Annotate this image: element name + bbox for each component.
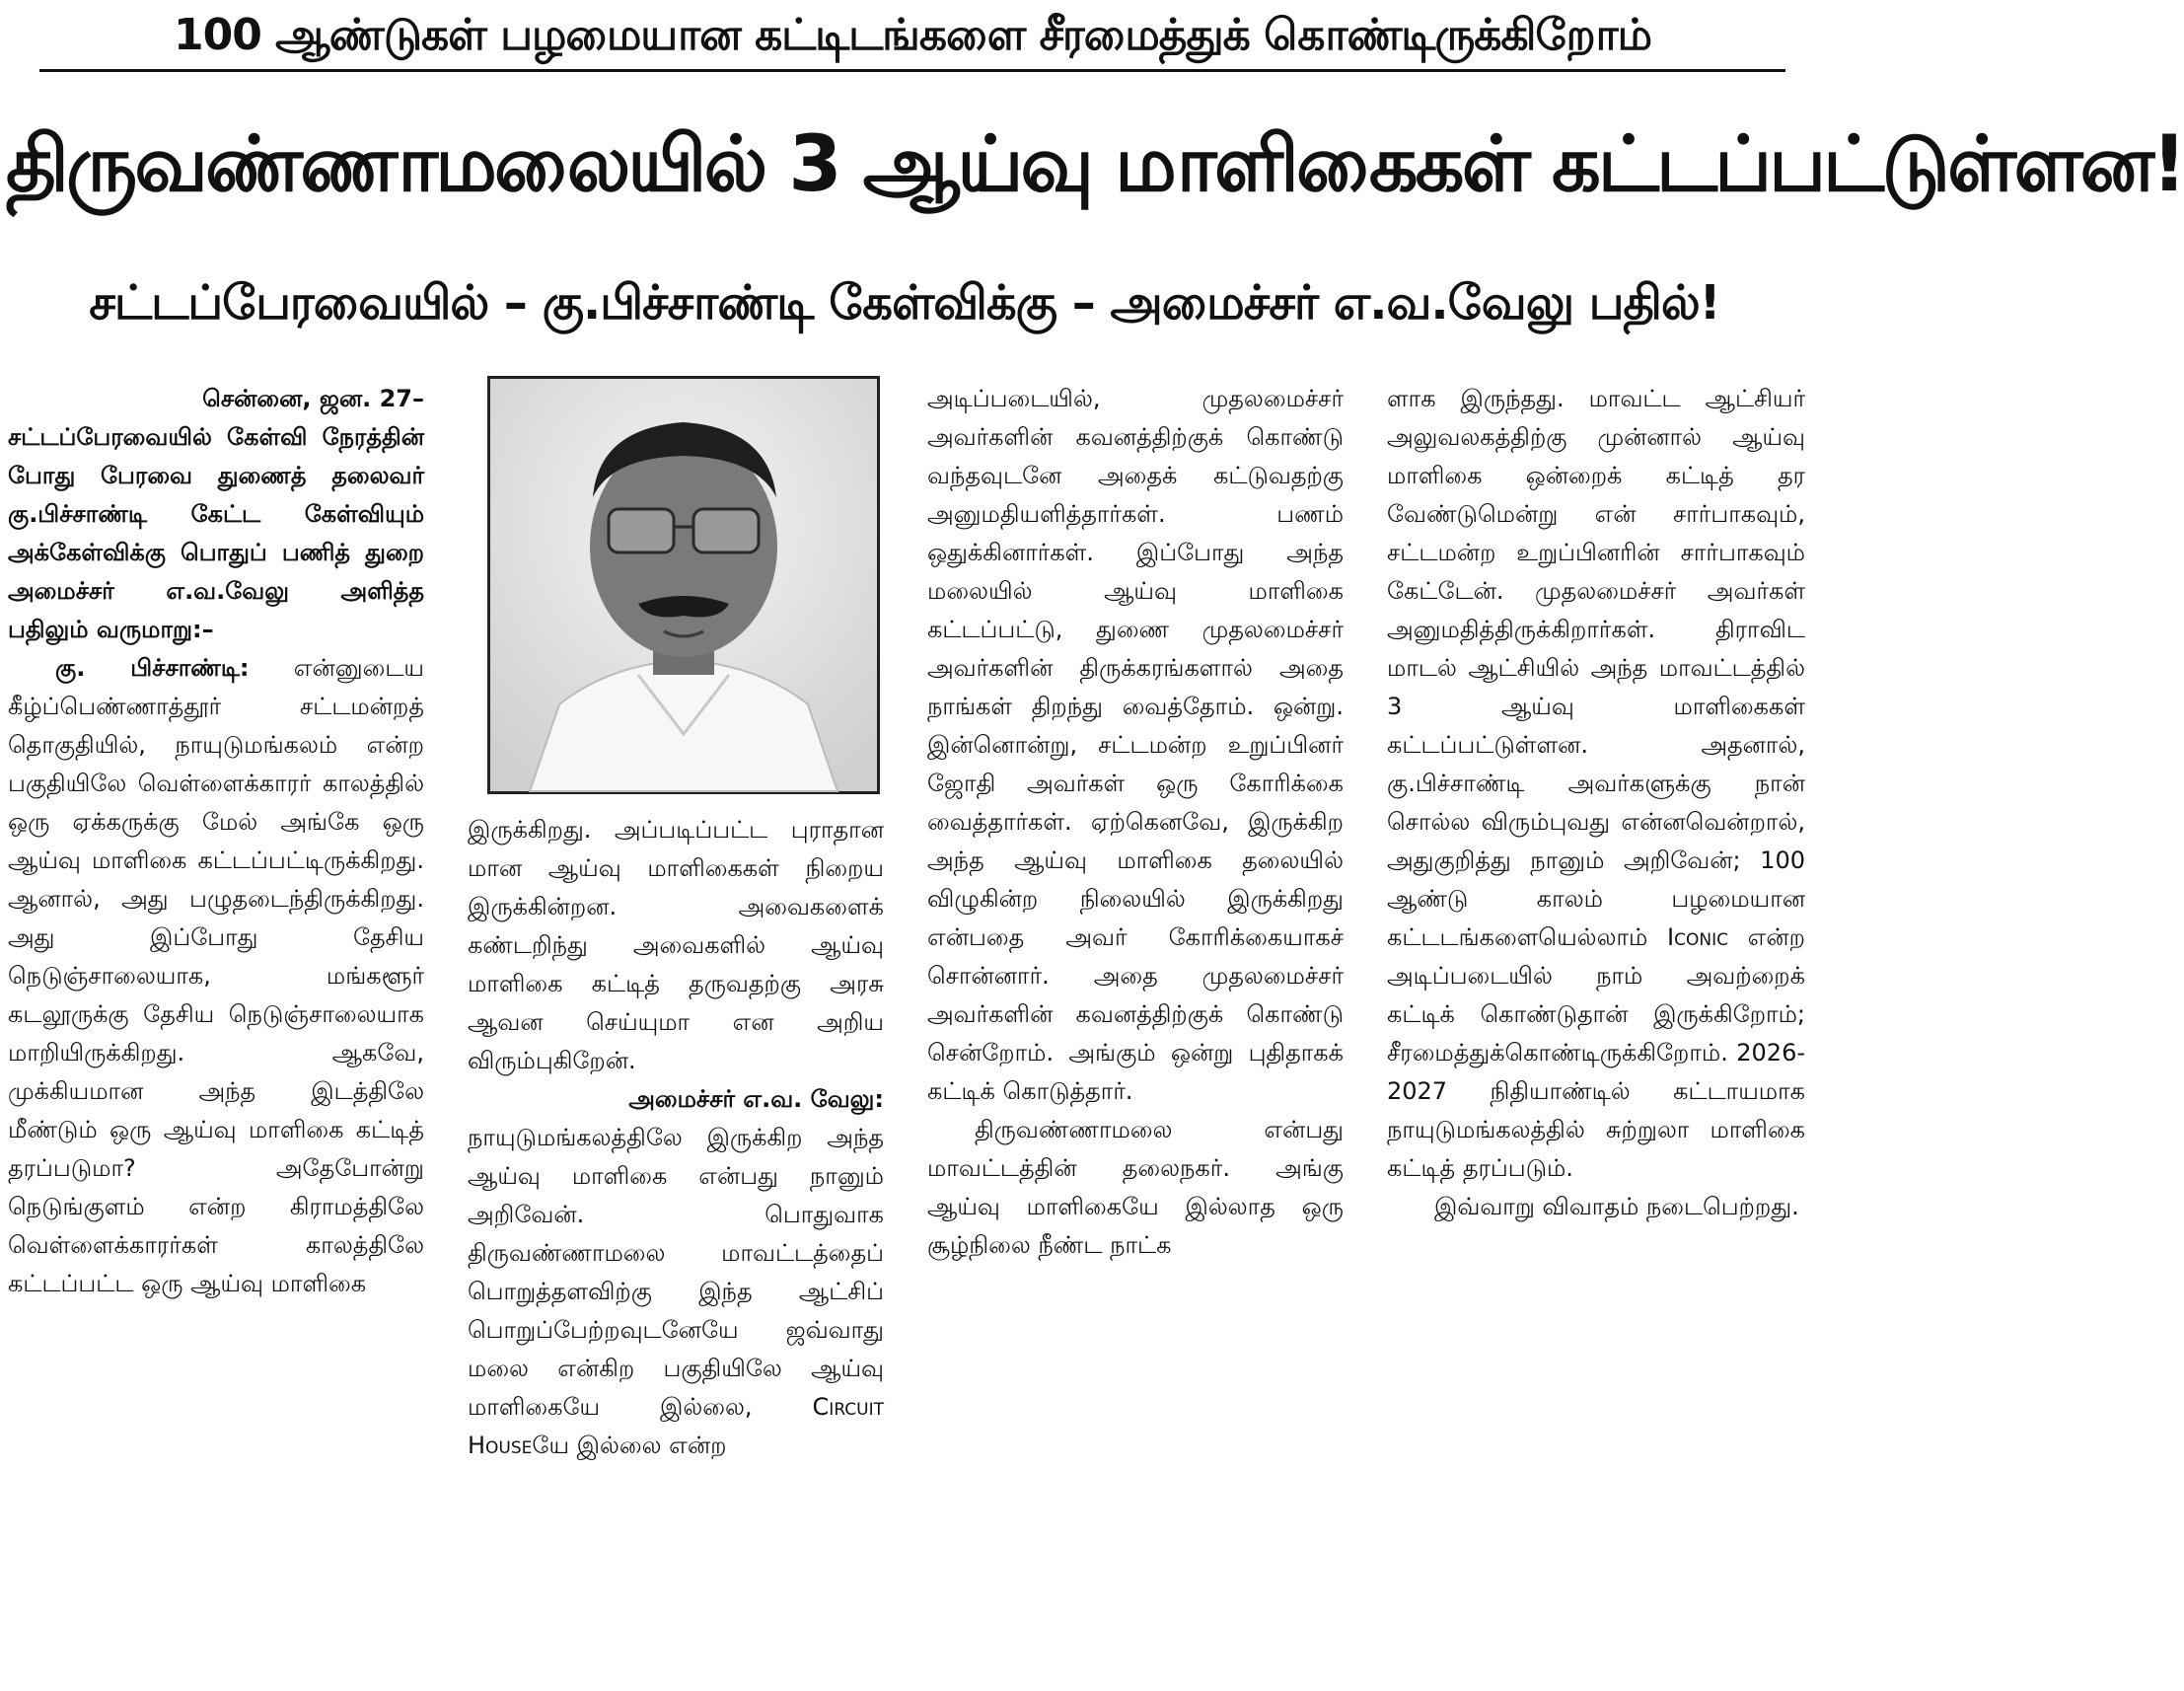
answer-paragraph-part1 (468, 1119, 884, 1465)
answer-text-part1: நாயுடுமங்கலத்திலே இருக்கிற அந்த ஆய்வு மாளிகை என்பது நானும் அறிவேன். பொதுவாக திருவண்ணாமலை மாவட்டத்தைப் பொறுத்தளவிற்கு இந்த ஆட்சிப் பொறுப்பேற்றவுடனேயே ஜவ்வாது மலை என்கிற பகுதியிலே ஆய்வு மாளிகையே இல்லை, (468, 1124, 884, 1421)
iconic-term: Iconic (1667, 923, 1728, 951)
answer-text-part3: திருவண்ணாமலை என்பது மாவட்டத்தின் தலைநகர். அங்கு ஆய்வு மாளிகையே இல்லாத ஒரு சூழ்நிலை நீண்ட நாட்க (927, 1116, 1344, 1259)
kicker-rule (39, 69, 1785, 72)
lead-paragraph: சட்டப்பேரவையில் கேள்வி நேரத்தின் போது பேரவை துணைத் தலைவர் கு.பிச்சாண்டி கேட்ட கேள்வியும் அக்கேள்விக்கு பொதுப் பணித் துறை அமைச்சர் எ.வ.வேலு அளித்த பதிலும் வருமாறு:– (8, 423, 424, 643)
question-text-part2: இருக்கிறது. அப்படிப்பட்ட புராதான மான ஆய்வு மாளிகைகள் நிறைய இருக்கின்றன. அவைகளைக் கண்டறிந்து அவைகளில் ஆய்வு மாளிகை கட்டித் தருவதற்கு அரசு ஆவன செய்யுமா என அறிய விரும்புகிறேன். (468, 816, 884, 1074)
answer-text-part1-end: யே இல்லை என்ற (532, 1432, 727, 1459)
question-paragraph (8, 649, 424, 1303)
question-text-part1: என்னுடைய கீழ்ப்பெண்ணாத்தூர் சட்டமன்றத் தொகுதியில், நாயுடுமங்கலம் என்ற பகுதியிலே வெள்ளைக்காரர் காலத்தில் ஒரு ஏக்கருக்கு மேல் அங்கே ஒரு ஆய்வு மாளிகை கட்டப்பட்டிருக்கிறது. ஆனால், அது பழுதடைந்திருக்கிறது. அது இப்போது தேசிய நெடுஞ்சாலையாக, மங்களூர் கடலூருக்கு தேசிய நெடுஞ்சாலையாக மாறியிருக்கிறது. ஆகவே, முக்கியமான அந்த இடத்திலே மீண்டும் ஒரு ஆய்வு மாளிகை கட்டித் தரப்படுமா? அதேபோன்று நெடுங்குளம் என்ற கிராமத்திலே வெள்ளைக்காரர்கள் காலத்திலே கட்டப்பட்ட ஒரு ஆய்வு மாளிகை (8, 654, 424, 1297)
circuit-house-term: Circuit House (468, 1393, 884, 1459)
closing-line: இவ்வாறு விவாதம் நடைபெற்றது. (1434, 1193, 1799, 1220)
answer-paragraph-part4 (1387, 380, 1805, 1188)
answer-text-part4: ளாக இருந்தது. மாவட்ட ஆட்சியர் அலுவலகத்திற்கு முன்னால் ஆய்வு மாளிகை ஒன்றைக் கட்டித் தர வேண்டுமென்று என் சார்பாகவும், சட்டமன்ற உறுப்பினரின் சார்பாகவும் கேட்டேன். முதலமைச்சர் அவர்கள் அனுமதித்திருக்கிறார்கள். திராவிட மாடல் ஆட்சியில் அந்த மாவட்டத்தில் 3 ஆய்வு மாளிகைகள் கட்டப்பட்டுள்ளன. அதனால், கு.பிச்சாண்டி அவர்களுக்கு நான் சொல்ல விரும்புவது என்னவென்றால், அதுகுறித்து நானும் அறிவேன்; 100 ஆண்டு காலம் பழமையான கட்டடங்களையெல்லாம் (1387, 385, 1805, 951)
article-column-4 (1387, 380, 1805, 1682)
article-column-3 (927, 380, 1344, 1682)
sub-headline: சட்டப்பேரவையில் – கு.பிச்சாண்டி கேள்விக்கு – அமைச்சர் எ.வ.வேலு பதில்! (89, 275, 1720, 331)
main-headline: திருவண்ணாமலையில் 3 ஆய்வு மாளிகைகள் கட்டப்பட்டுள்ளன! (6, 120, 2184, 209)
dateline: சென்னை, ஜன. 27– (202, 385, 424, 412)
speaker-pichandi: கு. பிச்சாண்டி: (55, 654, 250, 682)
kicker-headline: 100 ஆண்டுகள் பழமையான கட்டிடங்களை சீரமைத்துக் கொண்டிருக்கிறோம் (173, 10, 1652, 60)
article-column-2 (468, 811, 884, 1679)
minister-photo (487, 376, 880, 794)
portrait-illustration (490, 379, 877, 791)
answer-text-part4-end: என்ற அடிப்படையில் நாம் அவற்றைக் கட்டிக் கொண்டுதான் இருக்கிறோம்; சீரமைத்துக்கொண்டிருக்கிறோம். 2026-2027 நிதியாண்டில் கட்டாயமாக நாயுடுமங்கலத்தில் சுற்றுலா மாளிகை கட்டித் தரப்படும். (1387, 923, 1806, 1182)
answer-text-part2: அடிப்படையில், முதலமைச்சர் அவர்களின் கவனத்திற்குக் கொண்டு வந்தவுடனே அதைக் கட்டுவதற்கு அனுமதியளித்தார்கள். பணம் ஒதுக்கினார்கள். இப்போது அந்த மலையில் ஆய்வு மாளிகை கட்டப்பட்டு, துணை முதலமைச்சர் அவர்களின் திருக்கரங்களால் அதை நாங்கள் திறந்து வைத்தோம். ஒன்று. இன்னொன்று, சட்டமன்ற உறுப்பினர் ஜோதி அவர்கள் ஒரு கோரிக்கை வைத்தார்கள். ஏற்கெனவே, இருக்கிற அந்த ஆய்வு மாளிகை தலையில் விழுகின்ற நிலையில் இருக்கிறது என்பதை அவர் கோரிக்கையாகச் சொன்னார். அதை முதலமைச்சர் அவர்களின் கவனத்திற்குக் கொண்டு சென்றோம். அங்கும் ஒன்று புதிதாகக் கட்டிக் கொடுத்தார். (927, 385, 1344, 1105)
article-column-1 (8, 380, 424, 1682)
speaker-velu: அமைச்சர் எ.வ. வேலு: (628, 1085, 884, 1113)
